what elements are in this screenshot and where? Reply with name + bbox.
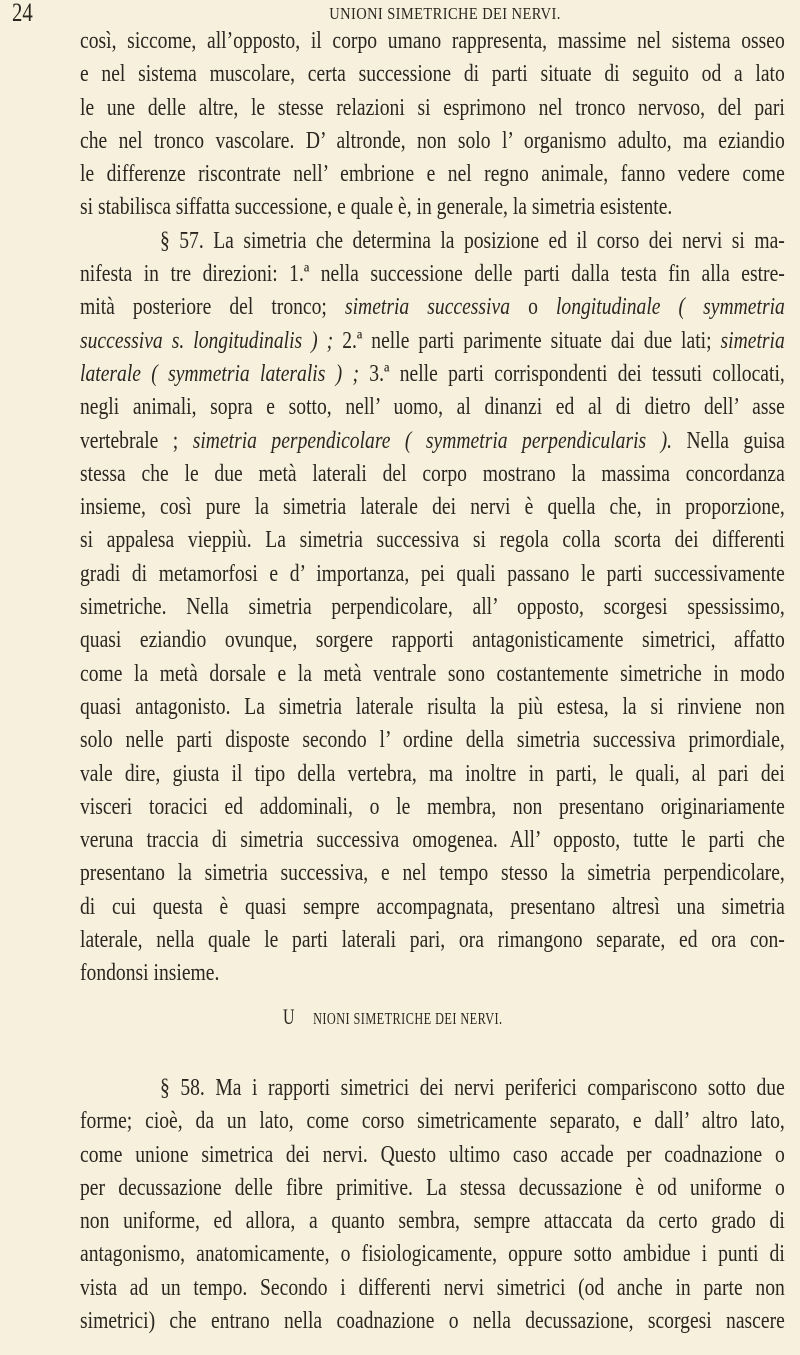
text-segment: come la metà dorsale e la metà ventrale sono costantemente simetriche in modo [80,659,785,687]
text-segment: stessa che le due metà laterali del corpo mostrano la massima concordanza [80,459,785,487]
text-line [80,24,785,57]
text-line [80,224,785,257]
text-line [80,1138,785,1171]
running-head-text: UNIONI SIMETRICHE DEI NERVI. [329,4,561,23]
text-segment: così, siccome, all’opposto, il corpo umano rappresenta, massime nel sistema osseo [80,27,785,54]
italic-text-segment: laterale ( symmetria lateralis ) ; [80,359,359,387]
text-line [80,523,785,556]
text-segment: o [510,293,556,321]
text-segment: e nel sistema muscolare, certa successione di parti situate di seguito od a lato [80,60,785,88]
text-segment: solo nelle parti disposte secondo l’ ordine della simetria successiva primordiale, [80,726,785,754]
text-line [80,590,785,623]
text-segment: § 58. Ma i rapporti simetrici dei nervi periferici compariscono sotto due [160,1074,785,1101]
text-line [80,124,785,157]
text-line [80,557,785,590]
text-line [80,757,785,790]
body-text-block-1 [80,24,800,990]
text-segment: negli animali, sopra e sotto, nell’ uomo, al dinanzi ed al di dietro dell’ asse [80,393,785,421]
text-line [80,1171,785,1204]
text-line [80,856,785,889]
italic-text-segment: successiva s. longitudinalis ) ; [80,326,334,354]
text-segment: simetriche. Nella simetria perpendicolare, all’ opposto, scorgesi spessissimo, [80,593,785,621]
text-segment: presentano la simetria successiva, e nel tempo stesso la simetria perpendicolare, [80,859,785,887]
text-line [80,390,785,423]
text-segment: quasi eziandio ovunque, sorgere rapporti antagonisticamente simetrici, affatto [80,626,785,654]
text-line [80,257,785,290]
text-segment: che nel tronco vascolare. D’ altronde, non solo l’ organismo adulto, ma eziandio [80,126,785,154]
text-line [80,890,785,923]
text-line [80,1271,785,1304]
text-segment: non uniforme, ed allora, a quanto sembra, sempre attaccata da certo grado di [80,1207,785,1235]
italic-text-segment: longitudinale ( symmetria [555,293,785,321]
text-segment: di cui questa è quasi sempre accompagnata, presentano altresì una simetria [80,892,785,920]
text-segment: vertebrale ; [80,426,193,454]
text-segment: gradi di metamorfosi e d’ importanza, pei quali passano le parti successivamente [80,559,785,587]
text-line [80,290,785,323]
text-segment: per decussazione delle fibre primitive. La stessa decussazione è od uniforme o [80,1173,785,1201]
text-segment: le une delle altre, le stesse relazioni si esprimono nel tronco nervoso, del pari [80,93,785,121]
italic-text-segment: simetria [720,326,785,354]
text-segment: si stabilisca siffatta successione, e quale è, in generale, la simetria esistente. [80,193,673,221]
text-segment: Nella guisa [672,426,785,454]
text-segment: vista ad un tempo. Secondo i differenti nervi simetrici (od anche in parte non [80,1273,785,1301]
text-segment: simetrici) che entrano nella coadnazione o nella decussazione, scorgesi nascere [80,1307,785,1335]
text-segment: vale dire, giusta il tipo della vertebra, ma inoltre in parti, le quali, al pari dei [80,759,785,787]
text-segment: forme; cioè, da un lato, come corso simetricamente separato, e dall’ altro lato, [80,1107,785,1135]
section-heading-rest: NIONI SIMETRICHE DEI NERVI. [312,1009,502,1028]
text-line [80,1204,785,1237]
text-line [80,490,785,523]
text-segment: insieme, così pure la simetria laterale dei nervi è quella che, in proporzione, [80,493,785,521]
section-heading [0,1004,800,1030]
text-line [80,1104,785,1137]
text-segment: fondonsi insieme. [80,959,220,987]
section-heading-initial: U [282,1004,295,1029]
text-segment: 2.ª nelle parti parimente situate dai due lati; [333,326,721,354]
text-line [80,623,785,656]
running-head [67,4,747,24]
text-segment: mità posteriore del tronco; [80,293,345,321]
text-line [80,790,785,823]
text-line [80,357,785,390]
text-line [80,324,785,357]
text-line [80,657,785,690]
text-segment: antagonismo, anatomicamente, o fisiologicamente, oppure sotto ambidue i punti di [80,1240,785,1268]
text-line [80,457,785,490]
text-segment: come unione simetrica dei nervi. Questo ultimo caso accade per coadnazione o [80,1140,785,1168]
text-line [80,956,785,989]
text-segment: veruna traccia di simetria successiva omogenea. All’ opposto, tutte le parti che [80,826,785,854]
text-line [80,690,785,723]
italic-text-segment: simetria successiva [344,293,511,321]
text-line [80,1071,785,1104]
text-segment: quasi antagonisto. La simetria laterale risulta la più estesa, la si rinviene non [80,692,785,720]
text-segment: si appalesa vieppiù. La simetria successiva si regola colla scorta dei differenti [80,526,785,554]
text-line [80,190,785,223]
text-line [80,57,785,90]
text-line [80,1304,785,1337]
body-text-block-2 [80,1071,800,1337]
text-line [80,424,785,457]
text-segment: le differenze riscontrate nell’ embrione e nel regno animale, fanno vedere come [80,160,785,188]
page-number: 24 [12,0,33,27]
text-line [80,91,785,124]
text-line [80,923,785,956]
italic-text-segment: simetria perpendicolare ( symmetria perpendicularis ). [192,426,673,454]
text-line [80,1237,785,1270]
text-segment: § 57. La simetria che determina la posizione ed il corso dei nervi si ma- [160,226,785,254]
text-segment: laterale, nella quale le parti laterali pari, ora rimangono separate, ed ora con- [80,926,785,954]
text-line [80,157,785,190]
text-segment: nifesta in tre direzioni: 1.ª nella successione delle parti dalla testa fin alla estre- [80,260,785,288]
text-segment: visceri toracici ed addominali, o le membra, non presentano originariamente [80,792,785,820]
text-line [80,823,785,856]
text-segment: 3.ª nelle parti corrispondenti dei tessuti collocati, [359,359,785,387]
text-line [80,723,785,756]
